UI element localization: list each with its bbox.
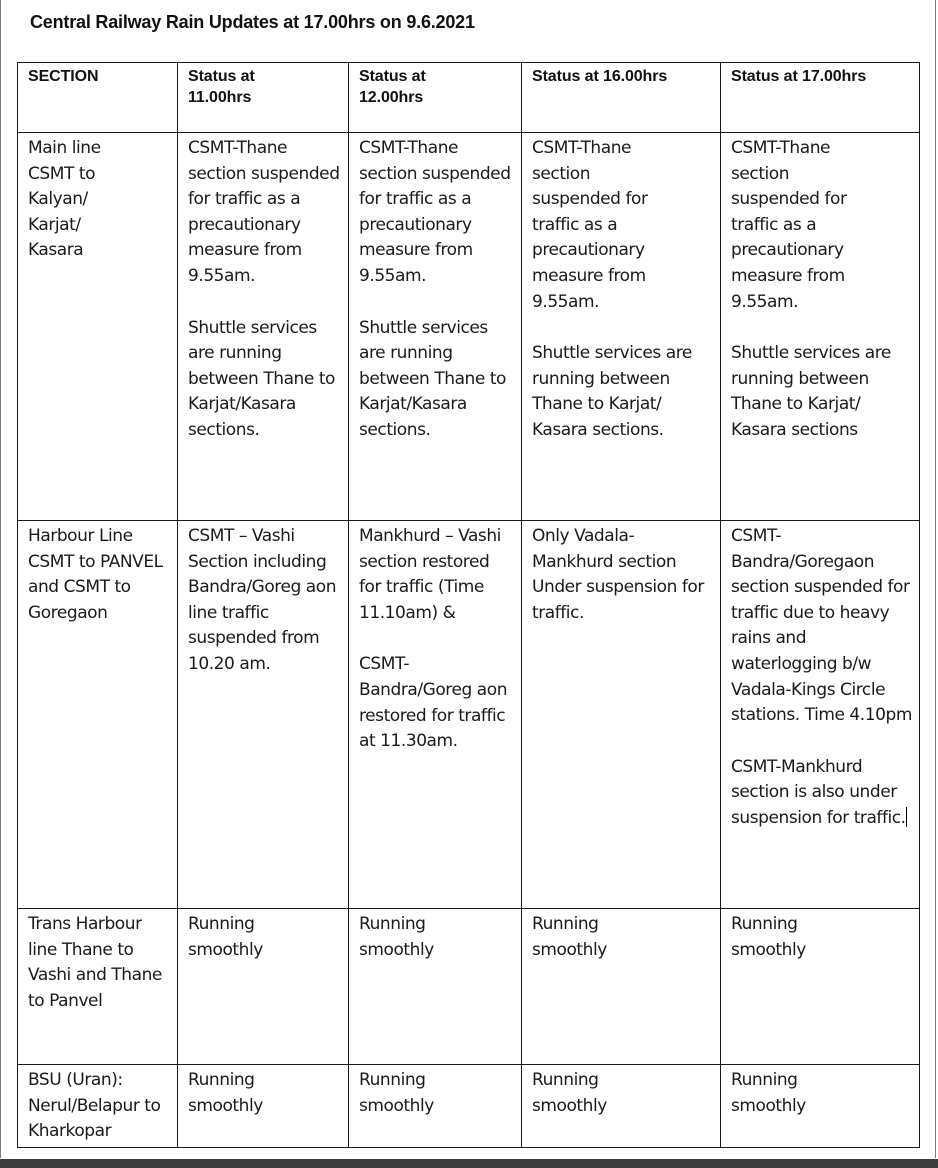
- status-cell-12: [349, 1065, 522, 1148]
- status-text: CSMT-Thane section suspended for traffic as a precautionary measure from 9.55am.: [188, 138, 340, 286]
- status-cell-16: [522, 133, 721, 521]
- status-text: Shuttle services are running between Thane to Karjat/ Kasara sections: [731, 343, 891, 440]
- status-text: Shuttle services are running between Thane to Karjat/Kasara sections.: [359, 317, 506, 440]
- header-status-11: [178, 63, 349, 133]
- section-name: Main line CSMT to Kalyan/ Karjat/ Kasara: [28, 138, 101, 261]
- status-text: Running smoothly: [188, 914, 263, 960]
- status-text: CSMT – Vashi Section including Bandra/Goreg aon line traffic suspended from 10.20 am.: [188, 526, 337, 674]
- section-cell: [18, 909, 178, 1065]
- status-text: CSMT-Bandra/Goregaon section suspended for traffic due to heavy rains and waterlogging b/w Vadala-Kings Circle stations. Time 4.10pm: [731, 526, 912, 726]
- status-cell-11: [178, 133, 349, 521]
- status-text: Shuttle services are running between Thane to Karjat/ Kasara sections.: [532, 343, 692, 440]
- text-cursor-icon: [906, 807, 907, 827]
- section-name: BSU (Uran): Nerul/Belapur to Kharkopar: [28, 1070, 161, 1142]
- section-name: Trans Harbour line Thane to Vashi and Thane to Panvel: [28, 914, 162, 1011]
- header-status-16: Status at 16.00hrs: [522, 63, 721, 133]
- status-cell-12: [349, 909, 522, 1065]
- status-cell-16: [522, 521, 721, 909]
- table-row: [18, 133, 920, 521]
- section-cell: [18, 133, 178, 521]
- status-text: Running smoothly: [359, 914, 434, 960]
- window-bottom-bar: [0, 1159, 938, 1168]
- status-text: [731, 755, 913, 832]
- status-cell-11: [178, 521, 349, 909]
- status-text-value: CSMT-Mankhurd section is also under suspension for traffic.: [731, 756, 906, 828]
- header-section: SECTION: [18, 63, 178, 133]
- status-cell-16: [522, 1065, 721, 1148]
- section-cell: [18, 1065, 178, 1148]
- status-text: Running smoothly: [188, 1070, 263, 1116]
- table-header-row: [18, 63, 920, 133]
- status-cell-11: [178, 909, 349, 1065]
- header-status-12: [349, 63, 522, 133]
- status-cell-12: [349, 521, 522, 909]
- document-title: Central Railway Rain Updates at 17.00hrs on 9.6.2021: [30, 12, 475, 32]
- status-cell-17: [721, 1065, 920, 1148]
- table-row: [18, 1065, 920, 1148]
- header-status-17: Status at 17.00hrs: [721, 63, 920, 133]
- section-cell: [18, 521, 178, 909]
- table-row: [18, 521, 920, 909]
- status-text: Running smoothly: [731, 914, 806, 960]
- status-cell-16: [522, 909, 721, 1065]
- status-text: CSMT-Bandra/Goreg aon restored for traffic at 11.30am.: [359, 654, 508, 752]
- status-text: CSMT-Thane section suspended for traffic as a precautionary measure from 9.55am.: [532, 138, 648, 312]
- status-text: Only Vadala-Mankhurd section Under suspension for traffic.: [532, 526, 704, 623]
- status-text: Running smoothly: [731, 1070, 806, 1116]
- rain-status-table: [17, 62, 920, 1148]
- section-name: Harbour Line CSMT to PANVEL and CSMT to Goregaon: [28, 526, 163, 623]
- status-text: Running smoothly: [532, 914, 607, 960]
- status-cell-17: [721, 133, 920, 521]
- header-status-12-text: Status at 12.00hrs: [359, 68, 426, 106]
- table-row: [18, 909, 920, 1065]
- status-cell-11: [178, 1065, 349, 1148]
- status-text: Running smoothly: [532, 1070, 607, 1116]
- status-cell-12: [349, 133, 522, 521]
- status-text: CSMT-Thane section suspended for traffic as a precautionary measure from 9.55am.: [359, 138, 511, 286]
- status-text: Mankhurd – Vashi section restored for traffic (Time 11.10am) &: [359, 526, 501, 623]
- status-text: Shuttle services are running between Thane to Karjat/Kasara sections.: [188, 317, 335, 440]
- header-status-11-text: Status at 11.00hrs: [188, 68, 255, 106]
- status-cell-17: [721, 521, 920, 909]
- status-cell-17: [721, 909, 920, 1065]
- status-text: CSMT-Thane section suspended for traffic as a precautionary measure from 9.55am.: [731, 138, 847, 312]
- status-text: Running smoothly: [359, 1070, 434, 1116]
